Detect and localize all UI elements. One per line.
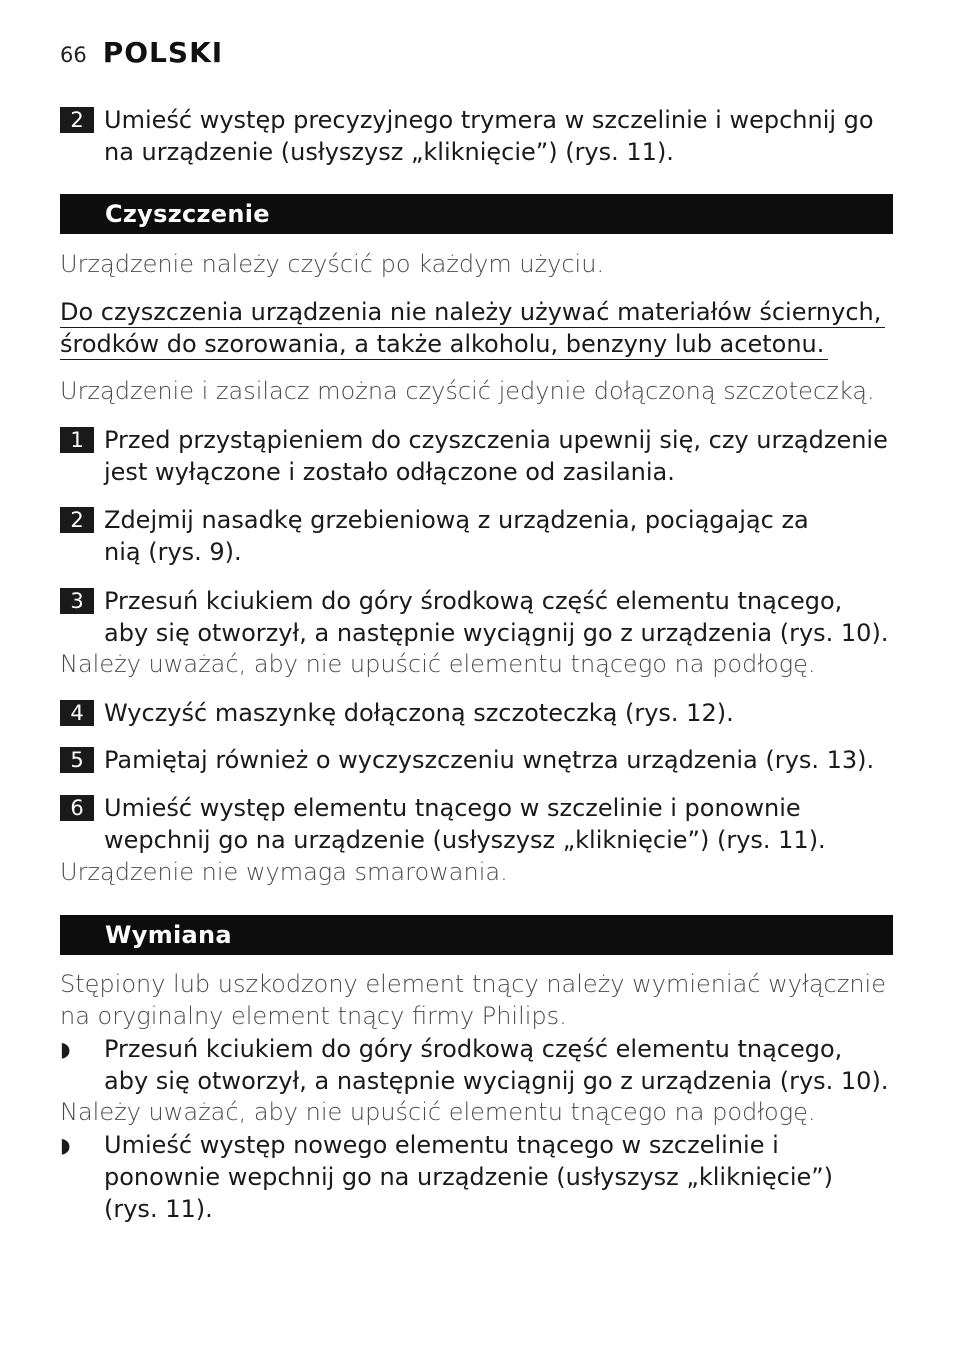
section-header-replacement xyxy=(60,915,893,955)
warning-line: Do czyszczenia urządzenia nie należy używać materiałów ściernych, xyxy=(60,297,885,328)
warning-text xyxy=(60,296,894,360)
step-number-badge: 2 xyxy=(60,107,94,133)
step-item xyxy=(60,504,820,568)
bullet-item xyxy=(60,1129,894,1225)
note-text: Urządzenie nie wymaga smarowania. xyxy=(60,858,508,886)
step-text: Wyczyść maszynkę dołączoną szczoteczką (rys. 12). xyxy=(104,699,734,727)
step-number-badge: 6 xyxy=(60,795,94,821)
step-number-badge: 3 xyxy=(60,588,94,614)
warning-line: środków do szorowania, a także alkoholu, benzyny lub acetonu. xyxy=(60,329,828,360)
step-number-badge: 4 xyxy=(60,700,94,726)
step-item xyxy=(60,424,894,488)
note-text: Należy uważać, aby nie upuścić elementu tnącego na podłogę. xyxy=(60,1098,816,1126)
step-text: Zdejmij nasadkę grzebieniową z urządzenia, pociągając za nią (rys. 9). xyxy=(104,506,809,566)
note-text: Urządzenie i zasilacz można czyścić jedynie dołączoną szczoteczką. xyxy=(60,377,875,405)
page-number: 66 xyxy=(60,43,87,67)
step-text: Przesuń kciukiem do góry środkową część elementu tnącego, aby się otworzył, a następnie wyciągnij go z urządzenia (rys. 10). xyxy=(104,587,889,647)
bullet-item xyxy=(60,1033,894,1097)
step-text: Pamiętaj również o wyczyszczeniu wnętrza urządzenia (rys. 13). xyxy=(104,746,875,774)
section-title: Wymiana xyxy=(105,921,232,949)
step-item xyxy=(60,792,894,856)
bullet-arrow-icon: ◗ xyxy=(60,1133,71,1157)
bullet-arrow-icon: ◗ xyxy=(60,1037,71,1061)
step-text: Umieść występ elementu tnącego w szczelinie i ponownie wepchnij go na urządzenie (usłyszysz „kliknięcie”) (rys. 11). xyxy=(104,794,826,854)
step-text: Umieść występ precyzyjnego trymera w szczelinie i wepchnij go na urządzenie (usłyszysz „kliknięcie”) (rys. 11). xyxy=(104,106,874,166)
step-item xyxy=(60,744,894,776)
bullet-text: Umieść występ nowego elementu tnącego w szczelinie i ponownie wepchnij go na urządzenie (usłyszysz „kliknięcie”) (rys. 11). xyxy=(104,1131,834,1223)
step-item xyxy=(60,585,894,649)
bullet-text: Przesuń kciukiem do góry środkową część elementu tnącego, aby się otworzył, a następnie wyciągnij go z urządzenia (rys. 10). xyxy=(104,1035,889,1095)
step-item xyxy=(60,104,894,168)
step-number-badge: 2 xyxy=(60,507,94,533)
section-header-cleaning xyxy=(60,194,893,234)
page-header xyxy=(60,36,223,72)
note-text: Stępiony lub uszkodzony element tnący należy wymieniać wyłącznie na oryginalny element tnący firmy Philips. xyxy=(60,970,886,1030)
step-item xyxy=(60,697,894,729)
section-title: Czyszczenie xyxy=(105,200,270,228)
step-number-badge: 5 xyxy=(60,747,94,773)
step-text: Przed przystąpieniem do czyszczenia upewnij się, czy urządzenie jest wyłączone i zostało odłączone od zasilania. xyxy=(104,426,888,486)
step-number-badge: 1 xyxy=(60,427,94,453)
note-text: Należy uważać, aby nie upuścić elementu tnącego na podłogę. xyxy=(60,650,816,678)
note-text: Urządzenie należy czyścić po każdym użyciu. xyxy=(60,250,605,278)
page-language-title: POLSKI xyxy=(102,36,224,69)
